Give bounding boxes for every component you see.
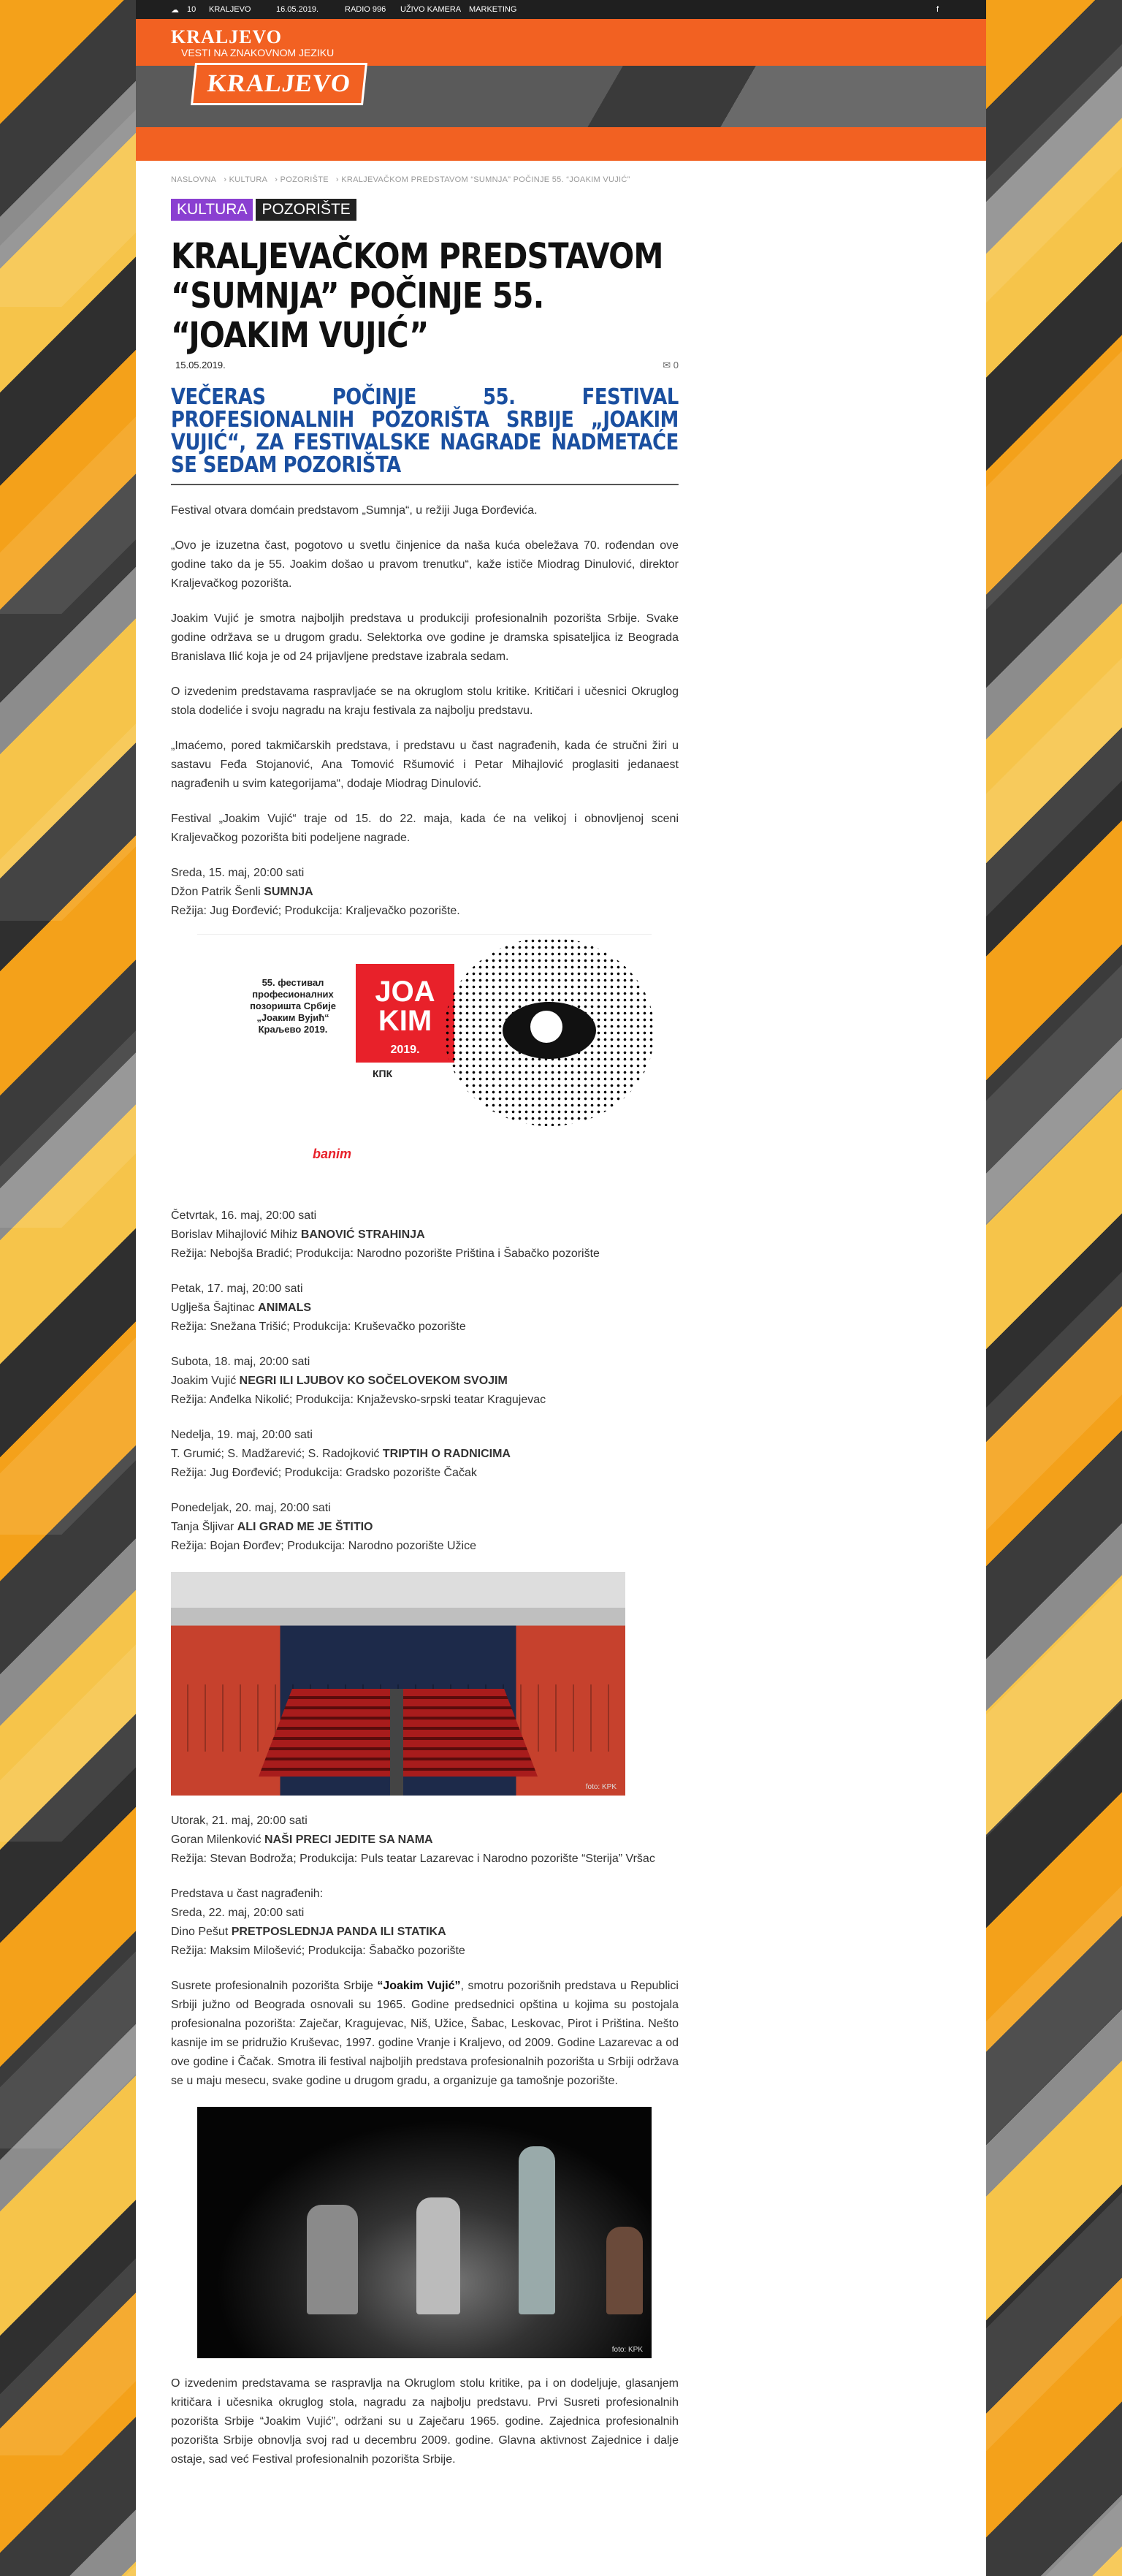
paragraph: „Imaćemo, pored takmičarskih predstava, i predstavu u čast nagrađenih, kada će stručni žiri u sastavu Feđa Stojanović, Ana Tomović Ršumović i Petar Mihajlović proglasiti jedanaest nagrađenih u svim kategorijama“, dodaje Miodrag Dinulović. [171, 740, 679, 790]
program-author: Joakim Vujić [171, 1375, 240, 1387]
breadcrumb-current: KRALJEVAČKOM PREDSTAVOM “SUMNJA” POČINJE 55. “JOAKIM VUJIĆ” [341, 175, 630, 184]
topbar-link-marketing[interactable]: MARKETING [469, 5, 517, 14]
program-item [171, 1207, 679, 1264]
program-item [171, 1499, 679, 1556]
category-tags [171, 199, 679, 221]
paragraph: Susrete profesionalnih pozorišta Srbije “Joakim Vujić”, smotru pozorišnih predstava u Republici Srbiji južno od Beograda osnovali su 1965. Godine predsednici opština u kojima su postojala profesionalna pozorišta: Zaječar, Kragujevac, Niš, Užice, Šabac, Leskovac, Pirot i Priština. Nešto kasnije im se pridružio Kruševac, 1997. godine Vranje i Kraljevo, od 2009. Godine Lazarevac a od ove godine i Čačak. Smotra ili festival najboljih predstava profesionalnih pozorišta u Srbiji održava se u maju mesecu, svake godine u drugom gradu, a organizuje ga tamošnje pozorište. [171, 1980, 679, 2087]
program-item [171, 1426, 679, 1483]
program-play: NEGRI ILI LJUBOV KO SOČELOVEKOM SVOJIM [239, 1375, 508, 1387]
program-item [171, 1885, 679, 1961]
program-play: TRIPTIH O RADNICIMA [382, 1448, 511, 1460]
article-lead: VEČERAS POČINJE 55. FESTIVAL PROFESIONALNIH POZORIŠTA SRBIJE „JOAKIM VUJIĆ“, ZA FESTIVALSKE NAGRADE NADMETAĆE SE SEDAM POZORIŠTA [171, 386, 679, 485]
program-day: Nedelja, 19. maj, 20:00 sati [171, 1429, 313, 1441]
program-author: Borislav Mihajlović Mihiz [171, 1228, 301, 1241]
sponsor-logos [256, 1068, 431, 1079]
topbar-link-camera[interactable]: UŽIVO KAMERA [400, 5, 462, 14]
paragraph: O izvedenim predstavama raspravljaće se na okruglom stolu kritike. Kritičari i učesnici Okruglog stola dodeliće i svoju nagradu na kraju festivala za najbolju predstavu. [171, 685, 679, 717]
article-title: KRALJEVAČKOM PREDSTAVOM “SUMNJA” POČINJE 55. “JOAKIM VUJIĆ” [171, 236, 663, 356]
breadcrumb: NASLOVNA › KULTURA › POZORIŠTE › KRALJEVAČKOM PREDSTAVOM “SUMNJA” POČINJE 55. “JOAKIM VUJIĆ” [171, 175, 630, 184]
top-date: 16.05.2019. [276, 5, 319, 14]
program-credit: Režija: Maksim Milošević; Produkcija: Šabačko pozorište [171, 1945, 465, 1957]
program-author: T. Grumić; S. Madžarević; S. Radojković [171, 1448, 383, 1460]
program-play: ANIMALS [258, 1302, 312, 1314]
program-author: Džon Patrik Šenli [171, 886, 264, 898]
poster-logo [356, 964, 454, 1063]
paragraph: Joakim Vujić je smotra najboljih predstava u produkciji profesionalnih pozorišta Srbije. Svake godine održava se u drugom gradu. Selektorka ove godine je dramska spisateljica iz Beograda Branislava Ilić koja je od 24 prijavljene predstave izabrala sedam. [171, 612, 679, 663]
photo-caption: foto: KPK [611, 2346, 643, 2354]
stage-photo [197, 2107, 652, 2358]
poster-logo-text: JOA KIM [375, 976, 435, 1037]
article-date: 15.05.2019. [175, 360, 226, 371]
program-credit: Režija: Anđelka Nikolić; Produkcija: Knjaževsko-srpski teatar Kragujevac [171, 1394, 546, 1406]
honor-label: Predstava u čast nagrađenih: [171, 1888, 324, 1900]
facebook-icon[interactable]: f [936, 5, 939, 14]
program-credit: Režija: Nebojša Bradić; Produkcija: Narodno pozorište Priština i Šabačko pozorište [171, 1247, 600, 1260]
program-credit: Režija: Snežana Trišić; Produkcija: Kruševačko pozorište [171, 1321, 466, 1333]
program-item [171, 1353, 679, 1410]
eye-graphic-icon [444, 938, 654, 1126]
program-day: Petak, 17. maj, 20:00 sati [171, 1283, 303, 1295]
breadcrumb-culture[interactable]: KULTURA [229, 175, 268, 184]
photo-caption: foto: KPK [585, 1783, 617, 1791]
tag-culture[interactable]: KULTURA [171, 199, 253, 221]
poster-text: 55. фестивал професионалних позоришта Србије „Јоаким Вујић“ Краљево 2019. [250, 977, 336, 1035]
logo-text-top[interactable]: KRALJEVO [171, 26, 282, 48]
program-item [171, 1280, 679, 1337]
poster-year: 2019. [390, 1044, 420, 1056]
program-day: Ponedeljak, 20. maj, 20:00 sati [171, 1502, 331, 1514]
comment-icon: ✉ [663, 360, 673, 371]
breadcrumb-home[interactable]: NASLOVNA [171, 175, 217, 184]
program-credit: Režija: Stevan Bodroža; Produkcija: Puls teatar Lazarevac i Narodno pozorište “Sterija” Vršac [171, 1853, 655, 1865]
sponsor-logo-kpk: КПК [373, 1068, 393, 1079]
breadcrumb-theatre[interactable]: POZORIŠTE [280, 175, 329, 184]
tag-theatre[interactable]: POZORIŠTE [256, 199, 356, 221]
city: KRALJEVO [209, 5, 251, 14]
program-play: BANOVIĆ STRAHINJA [300, 1228, 425, 1241]
topbar-link-radio[interactable]: RADIO 996 [345, 5, 386, 14]
menu-band [136, 127, 986, 161]
program-play: NAŠI PRECI JEDITE SA NAMA [264, 1834, 433, 1846]
top-bar [136, 0, 986, 19]
program-day: Subota, 18. maj, 20:00 sati [171, 1356, 310, 1368]
paragraph: Festival otvara domćain predstavom „Sumnja“, u režiji Juga Đorđevića. [171, 504, 538, 517]
program-day: Sreda, 22. maj, 20:00 sati [171, 1907, 305, 1919]
nav-item-sign-language[interactable]: VESTI NA ZNAKOVNOM JEZIKU [181, 47, 335, 58]
site-logo[interactable]: KRALJEVO [191, 63, 367, 105]
program-play: PRETPOSLEDNJA PANDA ILI STATIKA [231, 1926, 446, 1938]
program-author: Tanja Šljivar [171, 1521, 237, 1533]
program-credit: Režija: Bojan Đorđev; Produkcija: Narodno pozorište Užice [171, 1540, 476, 1552]
program-day: Utorak, 21. maj, 20:00 sati [171, 1815, 308, 1827]
program-author: Dino Pešut [171, 1926, 232, 1938]
article-meta [171, 360, 679, 376]
program-day: Četvrtak, 16. maj, 20:00 sati [171, 1209, 317, 1222]
nav-strip [136, 19, 986, 66]
sponsor-banim: banim [313, 1147, 352, 1161]
program-credit: Režija: Jug Đorđević; Produkcija: Kraljevačko pozorište. [171, 905, 460, 917]
program-item [171, 864, 679, 921]
page [136, 0, 986, 2576]
theatre-hall-photo [171, 1572, 625, 1796]
program-item [171, 1812, 679, 1869]
program-play: ALI GRAD ME JE ŠTITIO [237, 1521, 373, 1533]
paragraph: Festival „Joakim Vujić“ traje od 15. do 22. maja, kada će na velikoj i obnovljenoj sceni Kraljevačkog pozorišta biti podeljene nagrade. [171, 813, 679, 844]
program-play: SUMNJA [264, 886, 313, 898]
festival-poster [197, 934, 652, 1190]
weather-temp: 10 [187, 5, 196, 14]
program-author: Uglješa Šajtinac [171, 1302, 259, 1314]
paragraph: O izvedenim predstavama se raspravlja na Okruglom stolu kritike, pa i on dodeljuje, glasanjem kritičara i učesnika okruglog stola, nagradu za najbolju predstavu. Prvi Susreti profesionalnih pozorišta Srbije “Joakim Vujić”, održani su u Zaječaru 1965. godine. Zajednica profesionalnih pozorišta Srbije obnovlja svoj rad u decembru 2009. godine. Glavna aktivnost Zajednice i dalje ostaje, sad već Festival profesionalnih pozorišta Srbije. [171, 2377, 679, 2466]
comment-count-value: 0 [673, 360, 679, 371]
program-day: Sreda, 15. maj, 20:00 sati [171, 867, 305, 879]
weather-icon: ☁ [171, 6, 179, 15]
program-author: Goran Milenković [171, 1834, 265, 1846]
program-credit: Režija: Jug Đorđević; Produkcija: Gradsko pozorište Čačak [171, 1467, 477, 1479]
comments-count[interactable] [663, 360, 679, 371]
article [171, 175, 679, 2469]
paragraph: „Ovo je izuzetna čast, pogotovo u svetlu činjenice da naša kuća obeležava 70. rođendan ove godine tako da je 55. Joakim došao u pravom trenutku“, kaže ističe Miodrag Dinulović, direktor Kraljevačkog pozorišta. [171, 539, 679, 590]
